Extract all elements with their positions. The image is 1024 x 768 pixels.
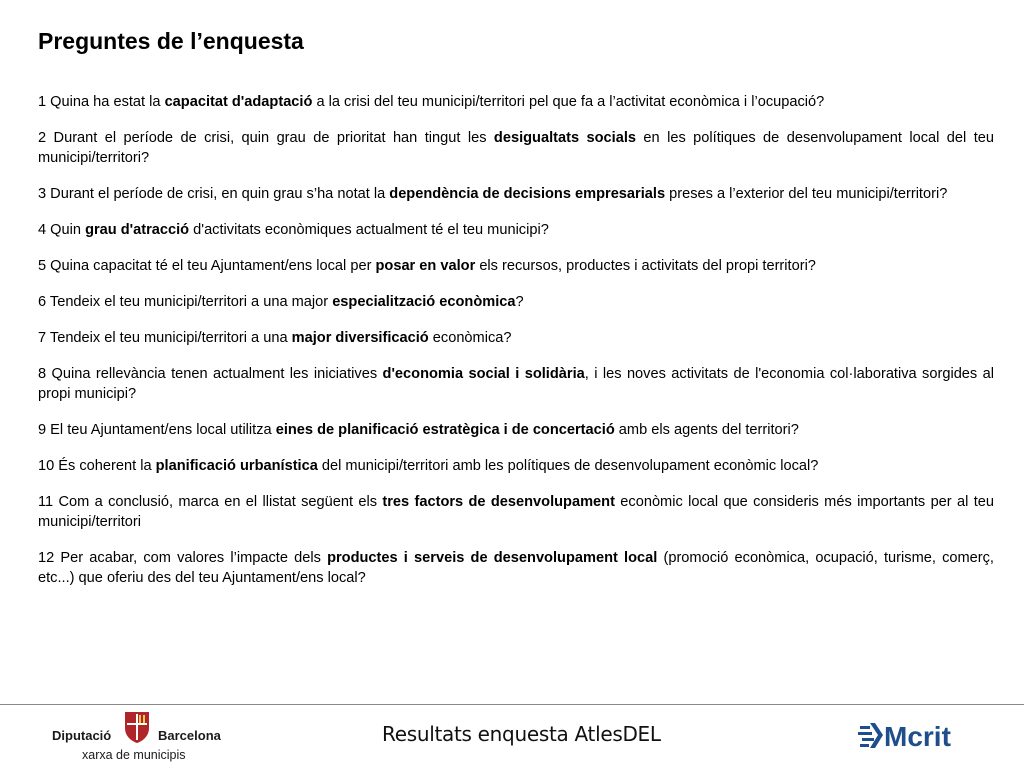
- question-item: 12 Per acabar, com valores l’impacte dels productes i serveis de desenvolupament local (promoció econòmica, ocupació, turisme, comerç, etc...) que oferiu des del teu Ajuntament/ens local?: [38, 550, 994, 586]
- question-item: 1 Quina ha estat la capacitat d'adaptació a la crisi del teu municipi/territori pel que fa a l’activitat econòmica i l’ocupació?: [38, 94, 825, 110]
- question-item: 9 El teu Ajuntament/ens local utilitza eines de planificació estratègica i de concertació amb els agents del territori?: [38, 422, 799, 438]
- mcrit-logo: [858, 720, 978, 750]
- question-item: 4 Quin grau d'atracció d'activitats econòmiques actualment té el teu municipi?: [38, 222, 549, 238]
- diputacio-barcelona-logo: Diputació Barcelona xarxa de municipis: [52, 710, 232, 762]
- question-item: 10 És coherent la planificació urbanística del municipi/territori amb les polítiques de desenvolupament econòmic local?: [38, 458, 819, 474]
- question-item: 11 Com a conclusió, marca en el llistat següent els tres factors de desenvolupament econòmic local que consideris més importants per al teu municipi/territori: [38, 494, 994, 530]
- question-list: [38, 92, 994, 604]
- coat-of-arms-icon: [122, 710, 152, 744]
- question-item: 2 Durant el període de crisi, quin grau de prioritat han tingut les desigualtats socials en les polítiques de desenvolupament local del teu municipi/territori?: [38, 130, 994, 166]
- page-title: Preguntes de l’enquesta: [38, 28, 304, 54]
- question-item: 8 Quina rellevància tenen actualment les iniciatives d'economia social i solidària, i les noves activitats de l'economia col·laborativa sorgides al propi municipi?: [38, 366, 994, 402]
- footer-caption: Resultats enquesta AtlesDEL: [382, 722, 661, 746]
- question-item: 5 Quina capacitat té el teu Ajuntament/ens local per posar en valor els recursos, productes i activitats del propi territori?: [38, 258, 816, 274]
- question-item: 7 Tendeix el teu municipi/territori a una major diversificació econòmica?: [38, 330, 512, 346]
- mcrit-logo-text: Mcrit: [884, 721, 951, 750]
- footer-divider: [0, 704, 1024, 705]
- question-item: 6 Tendeix el teu municipi/territori a una major especialització econòmica?: [38, 294, 524, 310]
- question-item: 3 Durant el període de crisi, en quin grau s’ha notat la dependència de decisions empresarials preses a l’exterior del teu municipi/territori?: [38, 186, 948, 202]
